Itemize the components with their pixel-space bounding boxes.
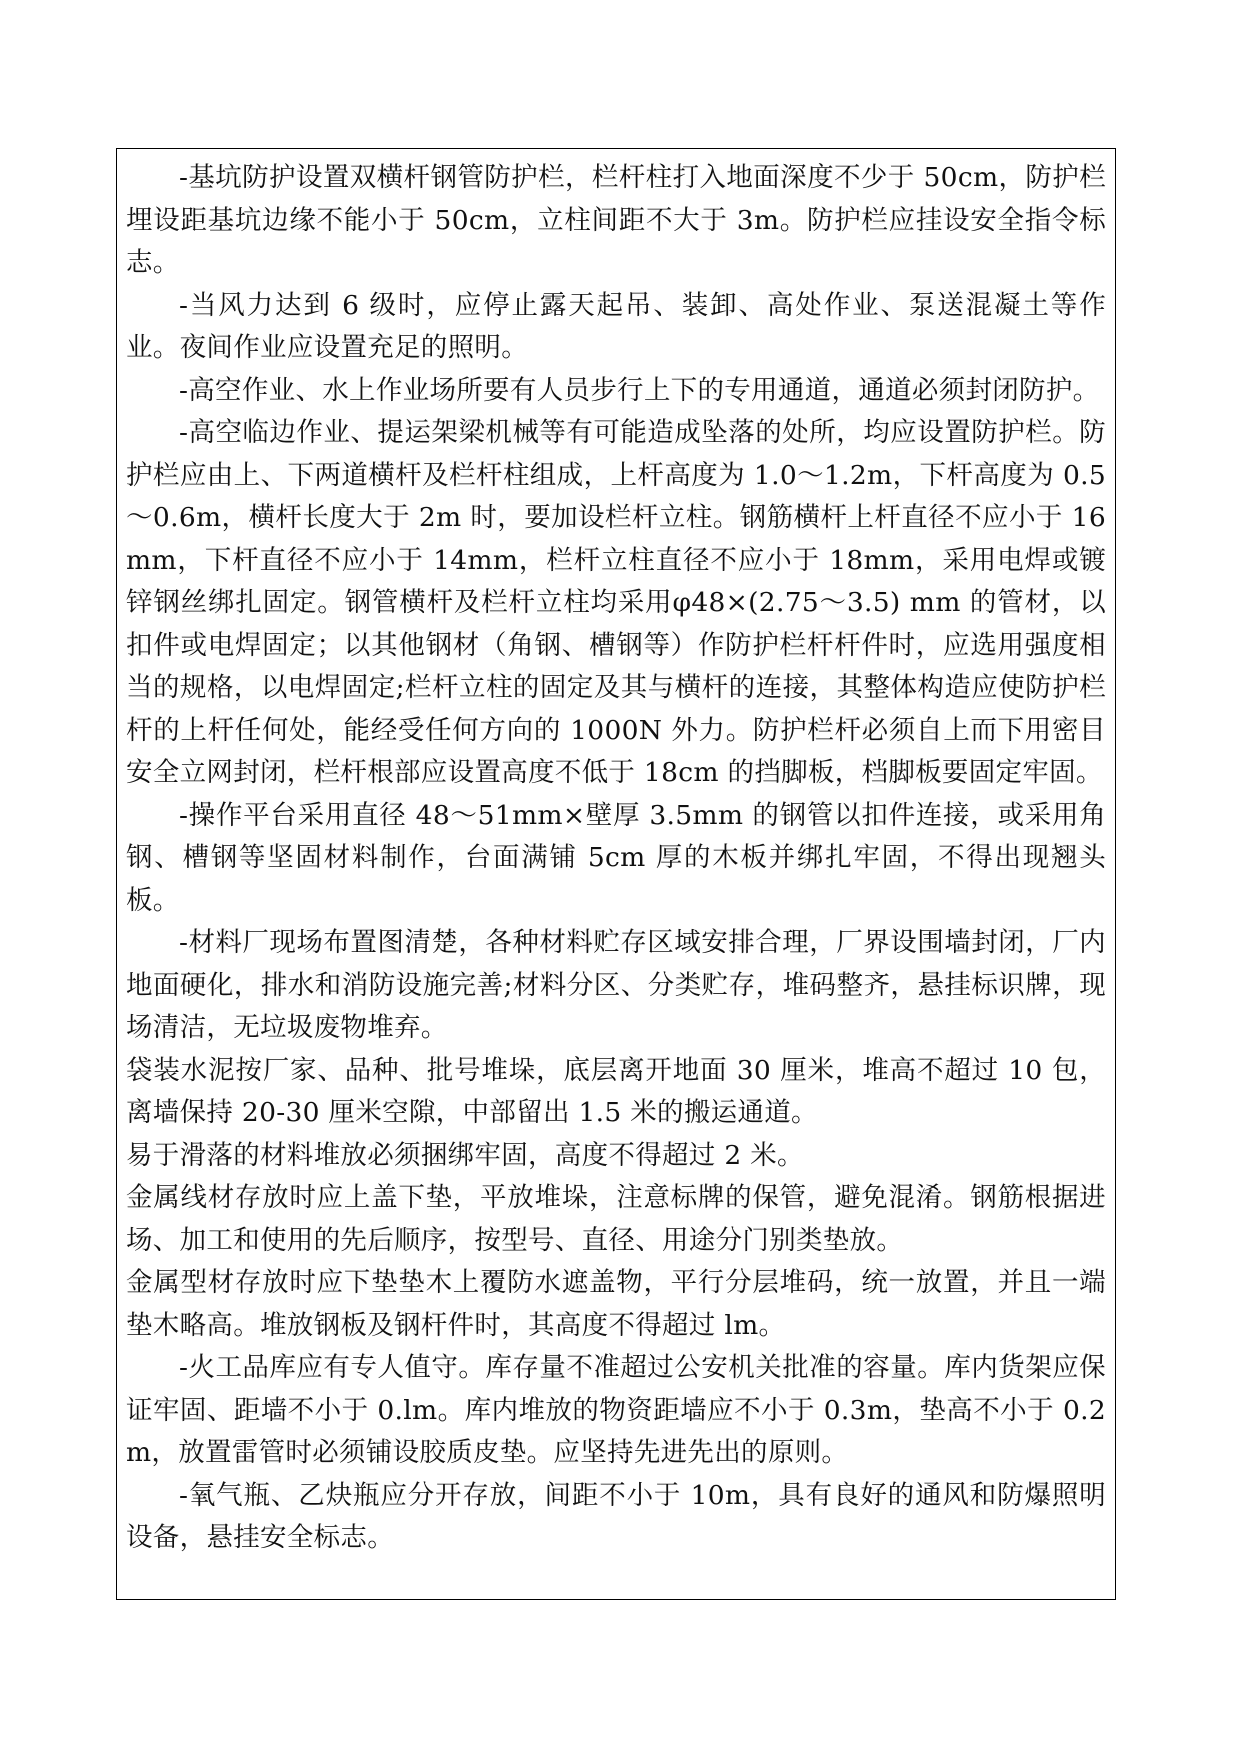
paragraph-gas-cylinders: -氧气瓶、乙炔瓶应分开存放，间距不小于 10m，具有良好的通风和防爆照明设备，悬挂安全标志。 bbox=[126, 1479, 1106, 1553]
paragraph-bagged-cement: 袋装水泥按厂家、品种、批号堆垛，底层离开地面 30 厘米，堆高不超过 10 包，离墙保持 20-30 厘米空隙，中部留出 1.5 米的搬运通道。 bbox=[126, 1054, 1106, 1128]
paragraph-operation-platform: -操作平台采用直径 48～51mm×壁厚 3.5mm 的钢管以扣件连接，或采用角钢、槽钢等坚固材料制作，台面满铺 5cm 厚的木板并绑扎牢固，不得出现翘头板。 bbox=[126, 799, 1106, 916]
paragraph-material-yard: -材料厂现场布置图清楚，各种材料贮存区域安排合理，厂界设围墙封闭，厂内地面硬化，排水和消防设施完善;材料分区、分类贮存，堆码整齐，悬挂标识牌，现场清洁，无垃圾废物堆弃。 bbox=[126, 927, 1106, 1043]
document-table-cell bbox=[116, 148, 1116, 1600]
paragraph-sliding-materials: 易于滑落的材料堆放必须捆绑牢固，高度不得超过 2 米。 bbox=[126, 1139, 804, 1171]
paragraph-metal-profile-storage: 金属型材存放时应下垫垫木上覆防水遮盖物，平行分层堆码，统一放置，并且一端垫木略高。堆放钢板及钢杆件时，其高度不得超过 lm。 bbox=[126, 1267, 1106, 1341]
paragraph-high-altitude-passage: -高空作业、水上作业场所要有人员步行上下的专用通道，通道必须封闭防护。 bbox=[179, 374, 1100, 406]
document-body bbox=[126, 157, 1106, 1560]
paragraph-foundation-pit-guardrail: -基坑防护设置双横杆钢管防护栏，栏杆柱打入地面深度不少于 50cm，防护栏埋设距基坑边缘不能小于 50cm，立柱间距不大于 3m。防护栏应挂设安全指令标志。 bbox=[126, 162, 1106, 278]
paragraph-metal-wire-storage: 金属线材存放时应上盖下垫，平放堆垛，注意标牌的保管，避免混淆。钢筋根据进场、加工和使用的先后顺序，按型号、直径、用途分门别类垫放。 bbox=[126, 1182, 1106, 1256]
paragraph-edge-guardrail-spec: -高空临边作业、提运架梁机械等有可能造成坠落的处所，均应设置防护栏。防护栏应由上、下两道横杆及栏杆柱组成，上杆高度为 1.0～1.2m，下杆高度为 0.5～0.6m，横杆长度大于 2m 时，要加设栏杆立柱。钢筋横杆上杆直径不应小于 16mm，下杆直径不应小于 14mm，栏杆立柱直径不应小于 18mm，采用电焊或镀锌钢丝绑扎固定。钢管横杆及栏杆立柱均采用φ48×(2.75～3.5) mm 的管材，以扣件或电焊固定；以其他钢材（角钢、槽钢等）作防护栏杆杆件时，应选用强度相当的规格，以电焊固定;栏杆立柱的固定及其与横杆的连接，其整体构造应使防护栏杆的上杆任何处，能经受任何方向的 1000N 外力。防护栏杆必须自上而下用密目安全立网封闭，栏杆根部应设置高度不低于 18cm 的挡脚板，档脚板要固定牢固。 bbox=[126, 417, 1106, 788]
paragraph-explosives-storage: -火工品库应有专人值守。库存量不准超过公安机关批准的容量。库内货架应保证牢固、距墙不小于 0.lm。库内堆放的物资距墙应不小于 0.3m，垫高不小于 0.2m，放置雷管时必须铺设胶质皮垫。应坚持先进先出的原则。 bbox=[126, 1352, 1106, 1468]
paragraph-wind-level-stop-work: -当风力达到 6 级时，应停止露天起吊、装卸、高处作业、泵送混凝土等作业。夜间作业应设置充足的照明。 bbox=[126, 289, 1106, 363]
